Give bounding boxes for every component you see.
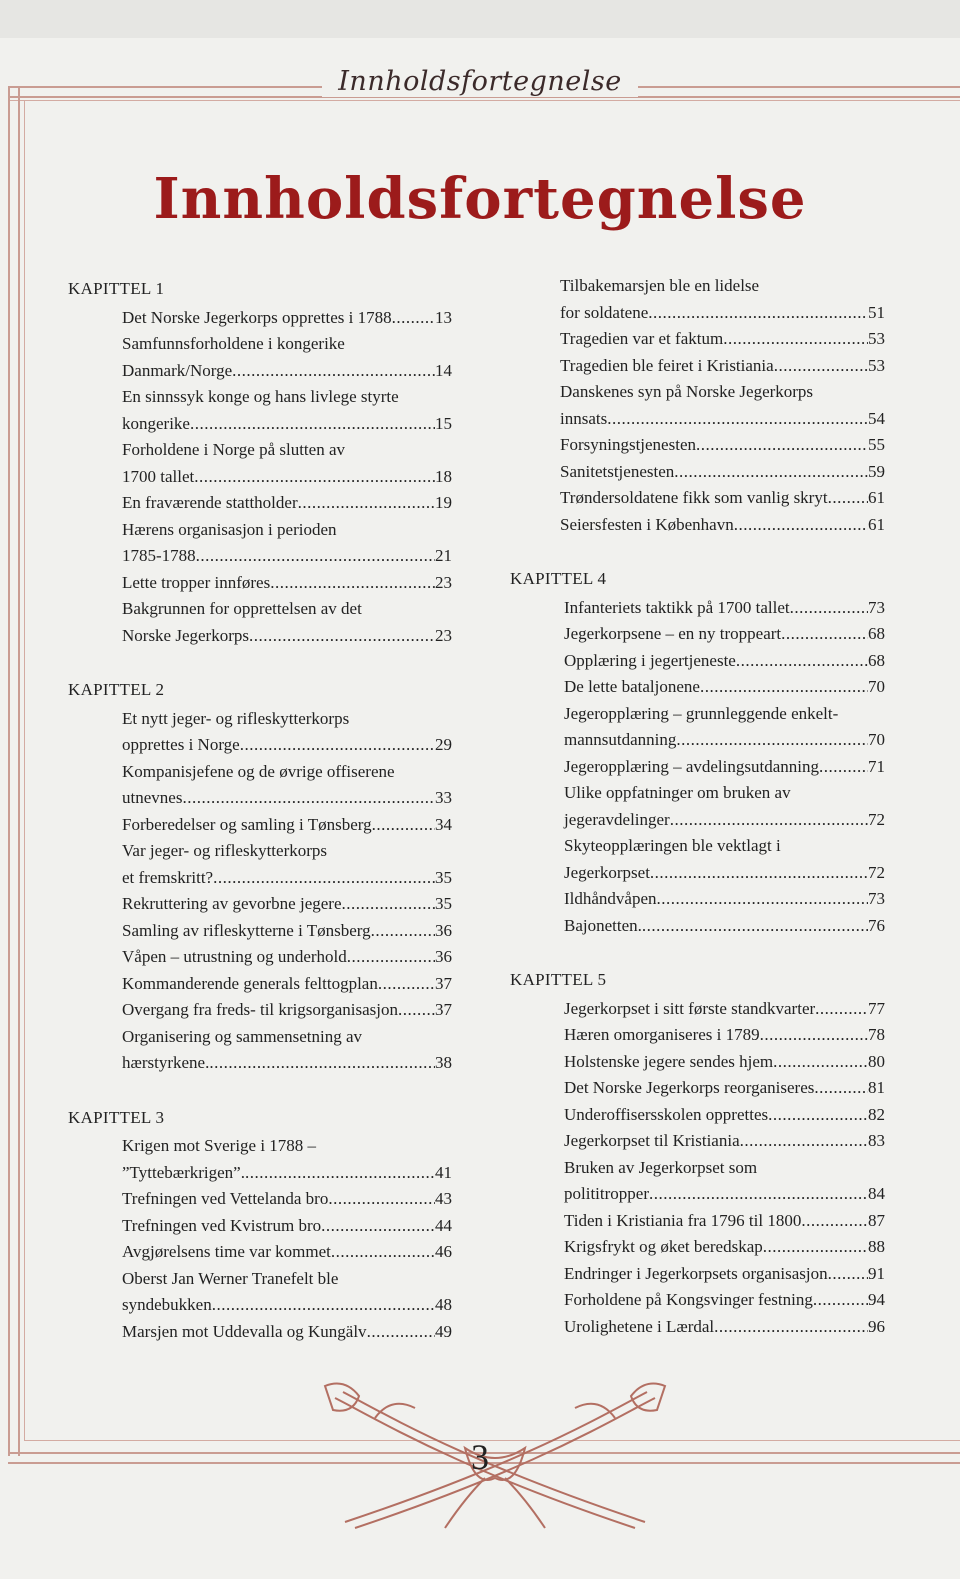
toc-entry[interactable] [68,918,452,945]
toc-page-number: 68 [868,624,885,643]
dot-leader [801,1208,868,1235]
toc-entry-title: Rekruttering av gevorbne jegere [122,894,342,913]
toc-entry-title: Forholdene i Norge på slutten av [122,440,346,459]
dot-leader [321,1213,435,1240]
toc-entry-title: Krigsfrykt og øket beredskap [564,1237,763,1256]
chapter-heading: KAPITTEL 2 [68,680,165,699]
dot-leader [828,485,868,512]
toc-entry-title: Trøndersoldatene fikk som vanlig skryt [560,488,828,507]
toc-entry[interactable] [510,1155,885,1208]
toc-entry[interactable] [68,517,452,570]
toc-page-number: 71 [868,756,885,776]
toc-page-number: 14 [435,360,452,380]
toc-page-number: 33 [435,788,452,807]
toc-page-number: 38 [435,1053,452,1072]
toc-entry[interactable] [68,596,452,649]
toc-entry-title: Sanitetstjenesten [560,461,675,481]
toc-left-column [68,276,452,1345]
toc-entry-title: ”Tyttebærkrigen”. [122,1162,245,1182]
toc-page-number: 13 [435,307,452,327]
toc-entry-title: for soldatene [560,302,649,322]
dot-leader [814,1075,868,1102]
toc-page-number: 37 [435,973,452,993]
toc-entry[interactable] [510,1075,885,1102]
decorative-border-left-inner [24,100,25,1440]
toc-entry-title: Hærens organisasjon i perioden [122,519,337,539]
toc-entry[interactable] [68,997,452,1024]
toc-page-number: 94 [868,1290,885,1309]
toc-entry[interactable] [510,833,885,886]
toc-page-number: 48 [435,1295,452,1314]
chapter-heading: KAPITTEL 5 [510,970,607,989]
page-number: 3 [471,1437,489,1477]
toc-entry[interactable] [510,379,885,432]
dot-leader [736,648,868,675]
toc-entry-title: Trefningen ved Kvistrum bro [122,1215,322,1235]
toc-entry[interactable] [510,674,885,701]
dot-leader [648,300,868,327]
toc-entry-title: Danskenes syn på Norske Jegerkorps [560,382,814,401]
toc-page-number: 91 [868,1263,885,1283]
dot-leader [657,886,868,913]
toc-page-number: 73 [868,889,885,908]
toc-entry-title: Holstenske jegere sendes hjem [564,1051,774,1071]
toc-entry[interactable] [68,1024,452,1077]
dot-leader [298,490,435,517]
dot-leader [768,1102,868,1129]
toc-page-number: 61 [868,488,885,507]
toc-entry-title: Tragedien ble feiret i Kristiania [560,355,774,375]
toc-entry-title: et fremskritt? [122,867,214,887]
toc-entry-title: De lette bataljonene [564,677,700,696]
toc-entry[interactable] [68,437,452,490]
decorative-border-top-inner [8,100,960,101]
toc-entry[interactable] [510,1234,885,1261]
toc-entry-title: Tiden i Kristiania fra 1796 til 1800 [564,1210,802,1230]
toc-entry-title: Forholdene på Kongsvinger festning [564,1290,813,1309]
dot-leader [642,913,868,940]
toc-page-number: 54 [868,408,885,428]
toc-entry-title: Det Norske Jegerkorps opprettes i 1788 [122,307,392,327]
running-header [0,66,960,97]
toc-entry[interactable] [68,305,452,332]
toc-entry-title: Jegeropplæring – avdelingsutdanning [564,756,819,776]
toc-entry-title: Overgang fra freds- til krigsorganisasjon [122,1000,399,1019]
toc-entry[interactable] [68,759,452,812]
dot-leader [740,1128,868,1155]
dot-leader [760,1022,868,1049]
toc-entry-title: Organisering og sammensetning av [122,1026,363,1046]
toc-page-number: 15 [435,413,452,433]
toc-entry-title: Marsjen mot Uddevalla og Kungälv [122,1321,367,1341]
toc-entry-title: Ulike oppfatninger om bruken av [564,783,791,802]
toc-entry-title: Kommanderende generals felttogplan [122,973,378,993]
dot-leader [378,971,435,998]
toc-page-number: 19 [435,493,452,512]
dot-leader [372,812,435,839]
toc-page-number: 43 [435,1189,452,1208]
chapter-heading: KAPITTEL 3 [68,1107,165,1127]
dot-leader [774,353,868,380]
toc-entry-title: Hæren omorganiseres i 1789 [564,1025,760,1044]
toc-entry[interactable] [68,331,452,384]
toc-entry-title: Jegerkorpset [564,862,650,882]
toc-entry-title: Trefningen ved Vettelanda bro [122,1189,329,1208]
toc-entry-title: jegeravdelinger [564,809,670,829]
toc-entry-title: kongerike [122,413,190,433]
toc-page-number: 36 [435,920,452,940]
toc-entry-title: hærstyrkene. [122,1053,210,1072]
toc-entry[interactable] [68,971,452,998]
dot-leader [674,459,868,486]
toc-entry-title: Bruken av Jegerkorpset som [564,1157,758,1177]
toc-entry-title: Forsyningstjenesten [560,435,696,454]
toc-entry[interactable] [510,1102,885,1129]
toc-page-number: 61 [868,514,885,534]
toc-entry[interactable] [510,1314,885,1341]
toc-entry[interactable] [510,273,885,326]
toc-entry[interactable] [510,886,885,913]
dot-leader [819,754,868,781]
toc-entry[interactable] [68,490,452,517]
toc-entry-title: Danmark/Norge [122,360,233,380]
toc-entry-title: utnevnes [122,788,183,807]
toc-entry-title: Jegerkorpset i sitt første standkvarter [564,998,816,1018]
toc-entry[interactable] [68,1133,452,1186]
toc-entry-title: En fraværende stattholder [122,493,298,512]
toc-page-number: 35 [435,867,452,887]
toc-page-number: 53 [868,329,885,348]
toc-entry[interactable] [510,701,885,754]
toc-page-number: 72 [868,809,885,829]
toc-entry-title: Ildhåndvåpen [564,889,657,908]
dot-leader [249,623,435,650]
toc-entry-title: Opplæring i jegertjeneste [564,650,736,670]
chapter-heading: KAPITTEL 1 [68,279,165,298]
dot-leader [209,1050,435,1077]
toc-entry-title: Norske Jegerkorps [122,625,249,645]
toc-entry-title: 1700 tallet [122,466,195,486]
toc-entry-title: opprettes i Norge [122,735,240,754]
toc-entry[interactable] [510,1261,885,1288]
dot-leader [342,891,436,918]
toc-entry-title: Urolighetene i Lærdal [564,1316,715,1336]
dot-leader [398,997,435,1024]
dot-leader [190,411,435,438]
toc-entry[interactable] [68,1319,452,1346]
toc-entry-title: mannsutdanning [564,730,677,749]
toc-entry-title: Samfunnsforholdene i kongerike [122,334,345,353]
dot-leader [331,1239,435,1266]
toc-page-number: 49 [435,1321,452,1341]
toc-page-number: 88 [868,1237,885,1256]
toc-entry[interactable] [510,621,885,648]
toc-entry[interactable] [510,780,885,833]
toc-page-number: 18 [435,466,452,486]
toc-entry-title: Endringer i Jegerkorpsets organisasjon [564,1263,828,1283]
toc-page-number: 53 [868,355,885,375]
toc-page-number: 34 [435,814,452,834]
toc-entry-title: Bajonetten. [564,915,642,935]
toc-entry-title: Jegerkorpset til Kristiania [564,1131,740,1150]
toc-page-number: 80 [868,1051,885,1071]
toc-entry[interactable] [510,1287,885,1314]
dot-leader [696,432,868,459]
dot-leader [328,1186,435,1213]
toc-entry[interactable] [510,1022,885,1049]
toc-entry-title: Var jeger- og rifleskytterkorps [122,841,328,860]
toc-entry[interactable] [510,1208,885,1235]
dot-leader [700,674,868,701]
dot-leader [676,727,868,754]
toc-page-number: 72 [868,862,885,882]
toc-entry[interactable] [510,996,885,1023]
toc-entry[interactable] [510,432,885,459]
dot-leader [347,944,435,971]
toc-entry-title: Kompanisjefene og de øvrige offiserene [122,761,395,781]
toc-page-number: 23 [435,572,452,592]
toc-page-number: 76 [868,915,885,935]
dot-leader [392,305,435,332]
dot-leader [213,865,435,892]
dot-leader [196,543,435,570]
dot-leader [734,512,868,539]
toc-page-number: 51 [868,302,885,322]
dot-leader [773,1049,868,1076]
toc-entry[interactable] [510,595,885,622]
toc-entry-title: Et nytt jeger- og rifleskytterkorps [122,708,350,728]
toc-entry[interactable] [68,706,452,759]
toc-entry[interactable] [68,891,452,918]
dot-leader [813,1287,868,1314]
toc-page-number: 77 [868,998,885,1018]
chapter-heading: KAPITTEL 4 [510,569,607,588]
toc-entry[interactable] [68,1213,452,1240]
toc-page-number: 73 [868,597,885,617]
toc-entry[interactable] [510,459,885,486]
toc-page-number: 37 [435,1000,452,1019]
toc-entry[interactable] [510,1049,885,1076]
dot-leader [371,918,435,945]
toc-entry[interactable] [510,353,885,380]
toc-page-number: 29 [435,735,452,754]
toc-entry[interactable] [510,326,885,353]
toc-entry-title: Skyteopplæringen ble vektlagt i [564,836,781,855]
dot-leader [815,996,868,1023]
dot-leader [270,570,435,597]
toc-entry-title: Samling av rifleskytterne i Tønsberg [122,920,371,940]
toc-entry-title: Våpen – utrustning og underhold [122,947,347,966]
toc-page-number: 44 [435,1215,452,1235]
dot-leader [781,621,868,648]
toc-entry-title: Underoffisersskolen opprettes [564,1104,769,1124]
dot-leader [828,1261,868,1288]
toc-page-number: 84 [868,1184,885,1203]
toc-entry-title: syndebukken [122,1295,212,1314]
toc-page-number: 41 [435,1162,452,1182]
toc-entry-title: Tragedien var et faktum [560,329,724,348]
dot-leader [212,1292,435,1319]
toc-entry-title: 1785-1788 [122,546,196,565]
toc-entry[interactable] [510,1128,885,1155]
dot-leader [714,1314,868,1341]
toc-page-number: 78 [868,1025,885,1044]
dot-leader [650,860,868,887]
dot-leader [232,358,435,385]
toc-page-number: 55 [868,435,885,454]
toc-entry-title: Tilbakemarsjen ble en lidelse [560,276,760,295]
toc-page-number: 59 [868,461,885,481]
page-title: Innholdsfortegnelse [153,166,807,232]
toc-entry-title: polititropper [564,1184,649,1203]
toc-page-number: 36 [435,947,452,966]
toc-entry[interactable] [68,1239,452,1266]
dot-leader [245,1160,435,1187]
dot-leader [240,732,435,759]
dot-leader [607,406,868,433]
decorative-border-left [8,86,20,1456]
dot-leader [194,464,435,491]
toc-entry-title: Det Norske Jegerkorps reorganiseres [564,1078,815,1097]
toc-entry[interactable] [68,1186,452,1213]
toc-entry-title: Oberst Jan Werner Tranefelt ble [122,1268,339,1288]
toc-page-number: 83 [868,1131,885,1150]
toc-page-number: 87 [868,1210,885,1230]
toc-entry[interactable] [510,485,885,512]
toc-entry-title: Bakgrunnen for opprettelsen av det [122,599,362,618]
dot-leader [723,326,868,353]
toc-entry-title: Lette tropper innføres [122,572,271,592]
toc-entry[interactable] [510,648,885,675]
toc-entry[interactable] [68,838,452,891]
toc-entry-title: En sinnssyk konge og hans livlege styrte [122,387,399,406]
toc-entry[interactable] [68,812,452,839]
dot-leader [763,1234,868,1261]
toc-entry-title: Avgjørelsens time var kommet [122,1242,331,1261]
toc-page-number: 82 [868,1104,885,1124]
toc-page-number: 21 [435,546,452,565]
toc-entry[interactable] [510,754,885,781]
dot-leader [790,595,868,622]
toc-entry[interactable] [68,944,452,971]
toc-right-column [510,273,885,1340]
toc-entry[interactable] [68,384,452,437]
dot-leader [367,1319,435,1346]
toc-page-number: 68 [868,650,885,670]
toc-entry-title: Jegerkorpsene – en ny troppeart [564,624,782,643]
toc-page-number: 70 [868,677,885,696]
toc-entry[interactable] [68,1266,452,1319]
toc-page-number: 46 [435,1242,452,1261]
toc-page-number: 96 [868,1316,885,1336]
toc-page-number: 23 [435,625,452,645]
toc-entry[interactable] [510,913,885,940]
toc-entry-title: innsats [560,408,608,428]
dot-leader [670,807,868,834]
toc-entry[interactable] [68,570,452,597]
toc-entry[interactable] [510,512,885,539]
toc-entry-title: Infanteriets taktikk på 1700 tallet [564,597,790,617]
dot-leader [182,785,435,812]
toc-entry-title: Jegeropplæring – grunnleggende enkelt- [564,703,839,723]
toc-entry-title: Seiersfesten i København [560,514,734,534]
toc-page-number: 35 [435,894,452,913]
toc-page-number: 70 [868,730,885,749]
running-header-text: Innholdsfortegnelse [322,66,637,97]
toc-entry-title: Forberedelser og samling i Tønsberg [122,814,372,834]
toc-entry-title: Krigen mot Sverige i 1788 – [122,1136,317,1155]
toc-page-number: 81 [868,1078,885,1097]
dot-leader [649,1181,868,1208]
